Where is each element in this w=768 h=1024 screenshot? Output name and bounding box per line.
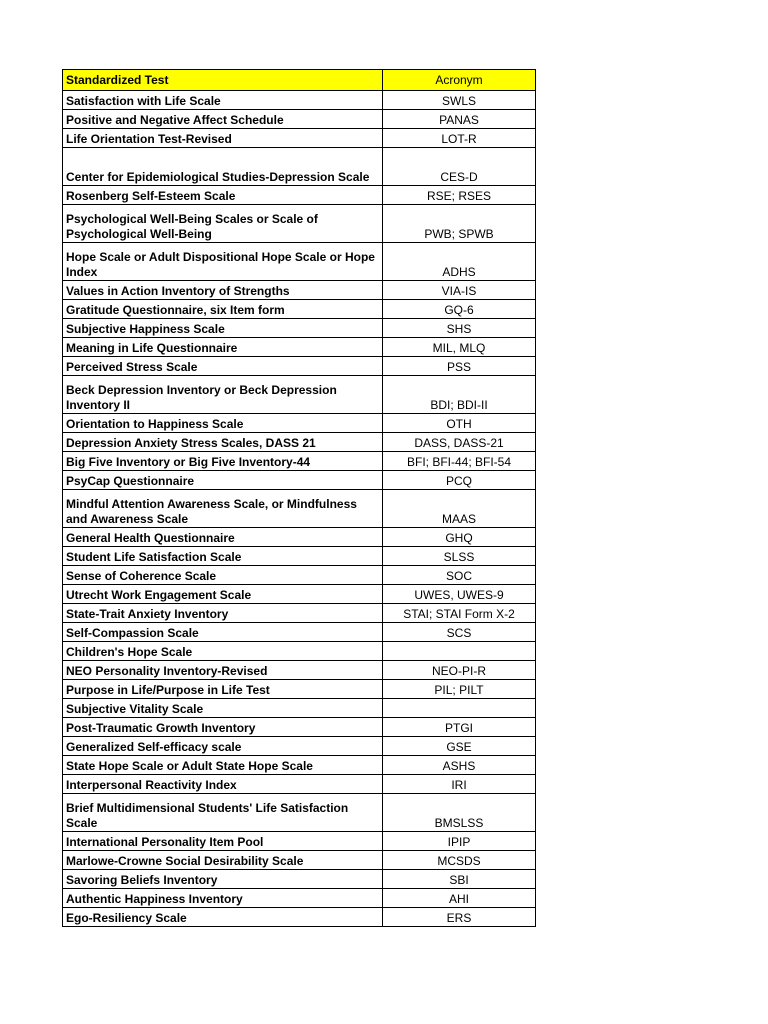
table-row	[63, 699, 536, 718]
acronym-cell[interactable]: MAAS	[383, 490, 536, 528]
test-name-cell[interactable]: Values in Action Inventory of Strengths	[63, 281, 383, 300]
table-row	[63, 566, 536, 585]
acronym-cell[interactable]: LOT-R	[383, 129, 536, 148]
table-row	[63, 471, 536, 490]
table-row	[63, 680, 536, 699]
test-name-cell[interactable]: Beck Depression Inventory or Beck Depression Inventory II	[63, 376, 383, 414]
test-name-cell[interactable]: Marlowe-Crowne Social Desirability Scale	[63, 851, 383, 870]
test-name-cell[interactable]: Big Five Inventory or Big Five Inventory-44	[63, 452, 383, 471]
test-name-cell[interactable]: International Personality Item Pool	[63, 832, 383, 851]
test-name-cell[interactable]: Self-Compassion Scale	[63, 623, 383, 642]
table-row	[63, 528, 536, 547]
test-name-cell[interactable]: Sense of Coherence Scale	[63, 566, 383, 585]
table-row	[63, 357, 536, 376]
test-name-cell[interactable]: Subjective Vitality Scale	[63, 699, 383, 718]
table-row	[63, 908, 536, 927]
table-row	[63, 547, 536, 566]
table-row	[63, 585, 536, 604]
acronym-cell[interactable]: MCSDS	[383, 851, 536, 870]
acronym-cell[interactable]: ADHS	[383, 243, 536, 281]
table-row	[63, 414, 536, 433]
test-name-cell[interactable]: Depression Anxiety Stress Scales, DASS 21	[63, 433, 383, 452]
test-name-cell[interactable]: State Hope Scale or Adult State Hope Scale	[63, 756, 383, 775]
table-row	[63, 756, 536, 775]
table-row	[63, 604, 536, 623]
test-name-cell[interactable]: Mindful Attention Awareness Scale, or Mindfulness and Awareness Scale	[63, 490, 383, 528]
test-name-cell[interactable]: Orientation to Happiness Scale	[63, 414, 383, 433]
table-row	[63, 281, 536, 300]
acronym-cell[interactable]: BDI; BDI-II	[383, 376, 536, 414]
acronym-cell[interactable]: GHQ	[383, 528, 536, 547]
test-acronym-table	[62, 69, 536, 927]
acronym-cell[interactable]: CES-D	[383, 148, 536, 186]
test-name-cell[interactable]: Authentic Happiness Inventory	[63, 889, 383, 908]
table-row	[63, 186, 536, 205]
acronym-cell[interactable]: ASHS	[383, 756, 536, 775]
acronym-cell[interactable]	[383, 642, 536, 661]
acronym-cell[interactable]: SWLS	[383, 91, 536, 110]
acronym-cell[interactable]: ERS	[383, 908, 536, 927]
acronym-cell[interactable]: OTH	[383, 414, 536, 433]
acronym-cell[interactable]: GSE	[383, 737, 536, 756]
acronym-cell[interactable]: PCQ	[383, 471, 536, 490]
test-name-cell[interactable]: Utrecht Work Engagement Scale	[63, 585, 383, 604]
table-row	[63, 205, 536, 243]
test-name-cell[interactable]: Center for Epidemiological Studies-Depression Scale	[63, 148, 383, 186]
table-row	[63, 642, 536, 661]
test-name-cell[interactable]: Perceived Stress Scale	[63, 357, 383, 376]
table-row	[63, 129, 536, 148]
acronym-cell[interactable]: PWB; SPWB	[383, 205, 536, 243]
test-name-cell[interactable]: Satisfaction with Life Scale	[63, 91, 383, 110]
table-row	[63, 91, 536, 110]
test-name-cell[interactable]: Hope Scale or Adult Dispositional Hope Scale or Hope Index	[63, 243, 383, 281]
test-name-cell[interactable]: Brief Multidimensional Students' Life Satisfaction Scale	[63, 794, 383, 832]
acronym-cell[interactable]: PIL; PILT	[383, 680, 536, 699]
test-name-cell[interactable]: Psychological Well-Being Scales or Scale of Psychological Well-Being	[63, 205, 383, 243]
acronym-cell[interactable]: GQ-6	[383, 300, 536, 319]
column-header-acronym[interactable]: Acronym	[383, 70, 536, 91]
test-name-cell[interactable]: Generalized Self-efficacy scale	[63, 737, 383, 756]
acronym-cell[interactable]: VIA-IS	[383, 281, 536, 300]
acronym-cell[interactable]: SCS	[383, 623, 536, 642]
acronym-cell[interactable]: IRI	[383, 775, 536, 794]
acronym-cell[interactable]: STAI; STAI Form X-2	[383, 604, 536, 623]
test-name-cell[interactable]: PsyCap Questionnaire	[63, 471, 383, 490]
acronym-cell[interactable]: NEO-PI-R	[383, 661, 536, 680]
table-row	[63, 300, 536, 319]
acronym-cell[interactable]: SHS	[383, 319, 536, 338]
acronym-cell[interactable]: DASS, DASS-21	[383, 433, 536, 452]
test-name-cell[interactable]: Interpersonal Reactivity Index	[63, 775, 383, 794]
test-name-cell[interactable]: Children's Hope Scale	[63, 642, 383, 661]
table-row	[63, 870, 536, 889]
table-row	[63, 110, 536, 129]
acronym-cell[interactable]: IPIP	[383, 832, 536, 851]
test-name-cell[interactable]: Life Orientation Test-Revised	[63, 129, 383, 148]
acronym-cell[interactable]: SBI	[383, 870, 536, 889]
test-name-cell[interactable]: Purpose in Life/Purpose in Life Test	[63, 680, 383, 699]
table-row	[63, 718, 536, 737]
acronym-cell[interactable]: PSS	[383, 357, 536, 376]
table-row	[63, 490, 536, 528]
acronym-cell[interactable]: UWES, UWES-9	[383, 585, 536, 604]
table-row	[63, 661, 536, 680]
acronym-cell[interactable]: BFI; BFI-44; BFI-54	[383, 452, 536, 471]
acronym-cell[interactable]: MIL, MLQ	[383, 338, 536, 357]
acronym-cell[interactable]: RSE; RSES	[383, 186, 536, 205]
acronym-cell[interactable]	[383, 699, 536, 718]
test-name-cell[interactable]: NEO Personality Inventory-Revised	[63, 661, 383, 680]
test-name-cell[interactable]: Student Life Satisfaction Scale	[63, 547, 383, 566]
table-row	[63, 623, 536, 642]
test-name-cell[interactable]: Rosenberg Self-Esteem Scale	[63, 186, 383, 205]
table-row	[63, 832, 536, 851]
table-row	[63, 376, 536, 414]
column-header-test[interactable]: Standardized Test	[63, 70, 383, 91]
acronym-cell[interactable]: PANAS	[383, 110, 536, 129]
table-body	[63, 91, 536, 927]
test-name-cell[interactable]: Post-Traumatic Growth Inventory	[63, 718, 383, 737]
test-name-cell[interactable]: Subjective Happiness Scale	[63, 319, 383, 338]
test-name-cell[interactable]: Savoring Beliefs Inventory	[63, 870, 383, 889]
table-row	[63, 737, 536, 756]
header-row	[63, 70, 536, 91]
acronym-cell[interactable]: PTGI	[383, 718, 536, 737]
table-row	[63, 148, 536, 186]
table-row	[63, 243, 536, 281]
test-name-cell[interactable]: Ego-Resiliency Scale	[63, 908, 383, 927]
test-name-cell[interactable]: State-Trait Anxiety Inventory	[63, 604, 383, 623]
table-row	[63, 319, 536, 338]
table-row	[63, 433, 536, 452]
table-row	[63, 851, 536, 870]
table-row	[63, 452, 536, 471]
acronym-cell[interactable]: AHI	[383, 889, 536, 908]
test-name-cell[interactable]: Positive and Negative Affect Schedule	[63, 110, 383, 129]
table-row	[63, 338, 536, 357]
table-row	[63, 775, 536, 794]
acronym-cell[interactable]: SLSS	[383, 547, 536, 566]
acronym-cell[interactable]: SOC	[383, 566, 536, 585]
test-name-cell[interactable]: Gratitude Questionnaire, six Item form	[63, 300, 383, 319]
table-row	[63, 794, 536, 832]
acronym-cell[interactable]: BMSLSS	[383, 794, 536, 832]
test-name-cell[interactable]: Meaning in Life Questionnaire	[63, 338, 383, 357]
table-row	[63, 889, 536, 908]
test-name-cell[interactable]: General Health Questionnaire	[63, 528, 383, 547]
